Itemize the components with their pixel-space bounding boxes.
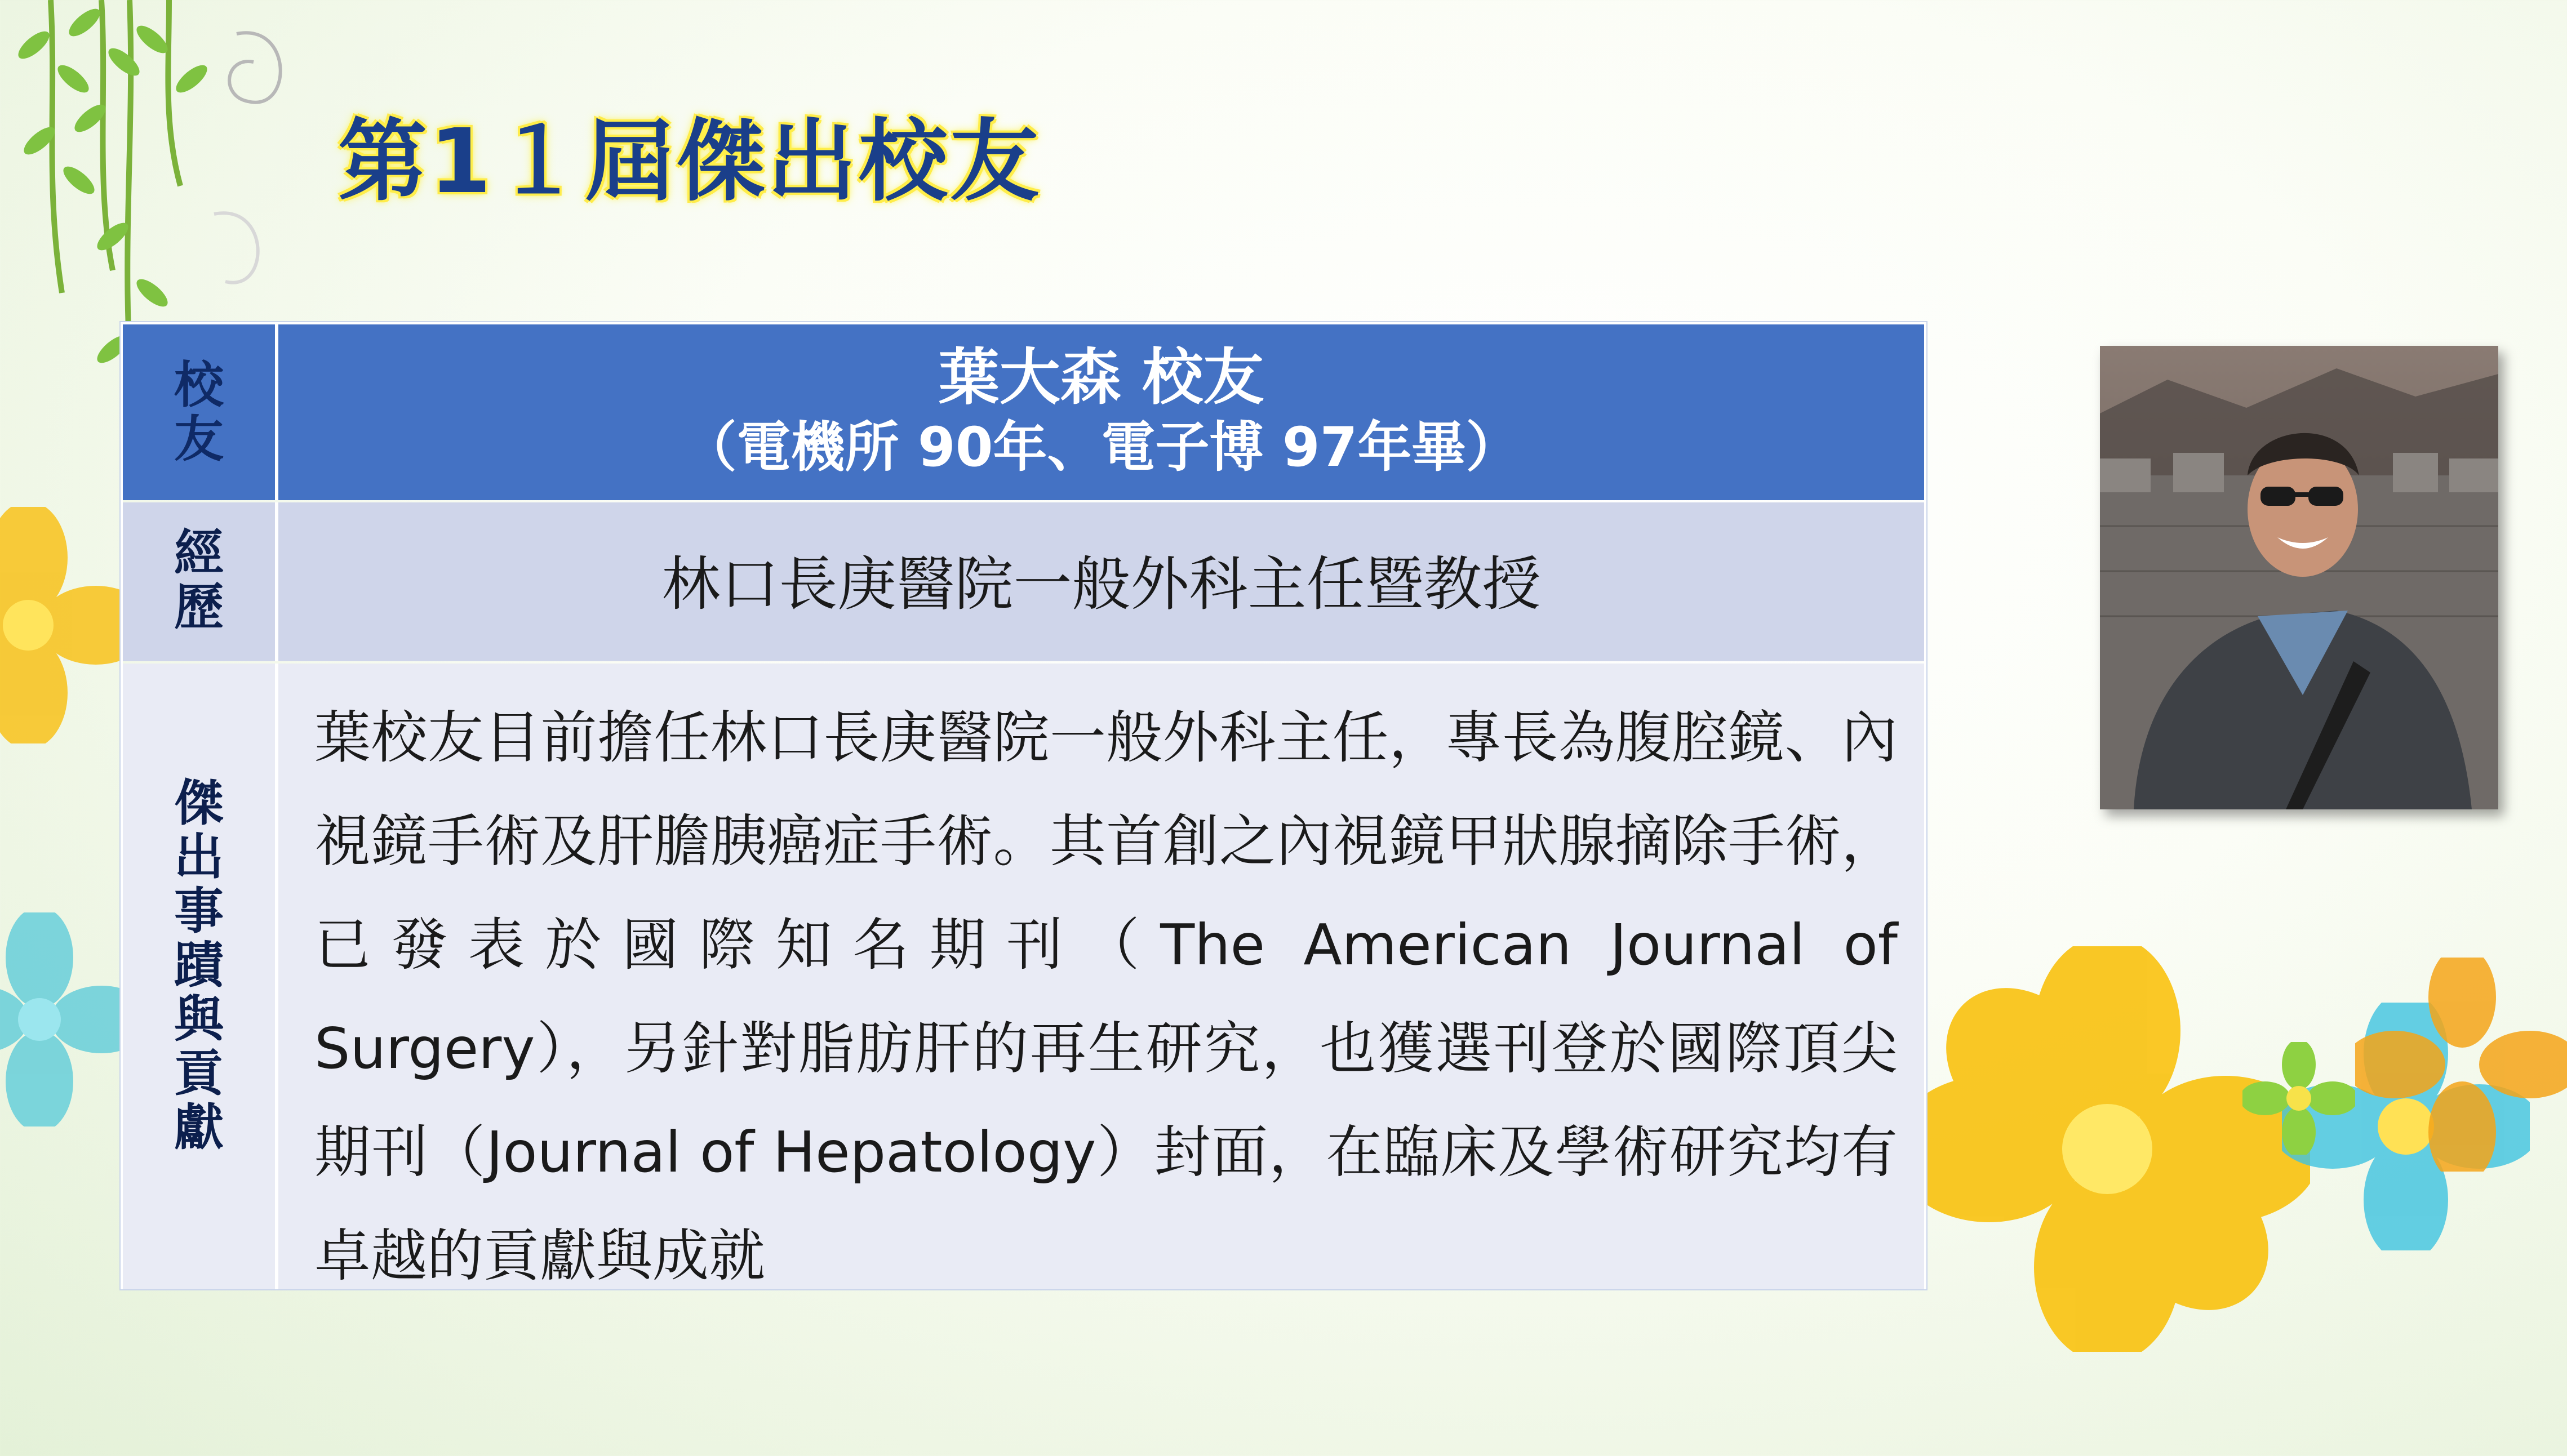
photo-illustration xyxy=(2100,346,2498,809)
label-cell xyxy=(123,664,278,1289)
table-row-career xyxy=(123,502,1924,661)
value-cell xyxy=(278,502,1924,661)
alumnus-photo xyxy=(2100,346,2498,809)
career-text: 林口長庚醫院一般外科主任暨教授 xyxy=(661,550,1541,618)
row-label-contribution xyxy=(123,776,275,1155)
alumnus-department: （電機所 90年、電子博 97年畢） xyxy=(682,416,1520,479)
table-row-alumnus xyxy=(123,324,1924,500)
label-text: 校友 xyxy=(174,356,224,468)
flower-decoration xyxy=(2242,1042,2355,1155)
label-text: 經歷 xyxy=(174,524,224,636)
alumnus-name: 葉大森 校友 xyxy=(938,342,1264,413)
value-cell xyxy=(278,664,1924,1289)
table-row-contribution xyxy=(123,664,1924,1289)
row-label-career xyxy=(123,526,275,634)
contribution-text: 葉校友目前擔任林口長庚醫院一般外科主任，專長為腹腔鏡、內視鏡手術及肝膽胰癌症手術。其首創之內視鏡甲狀腺摘除手術，已發表於國際知名期刊（The American Journal of Surgery），另針對脂肪肝的再生研究，也獲選刊登於國際頂尖期刊（Journal of Hepatology）封面，在臨床及學術研究均有卓越的貢獻與成就 xyxy=(314,705,1898,1289)
label-cell xyxy=(123,324,278,500)
row-label-alumnus xyxy=(123,358,275,466)
alumni-table xyxy=(121,322,1926,1289)
value-cell xyxy=(278,324,1924,500)
label-text: 傑出事蹟與貢獻 xyxy=(174,774,224,1156)
label-cell xyxy=(123,502,278,661)
page-title: 第1１屆傑出校友 xyxy=(338,110,1041,213)
flower-decoration xyxy=(2355,958,2567,1172)
